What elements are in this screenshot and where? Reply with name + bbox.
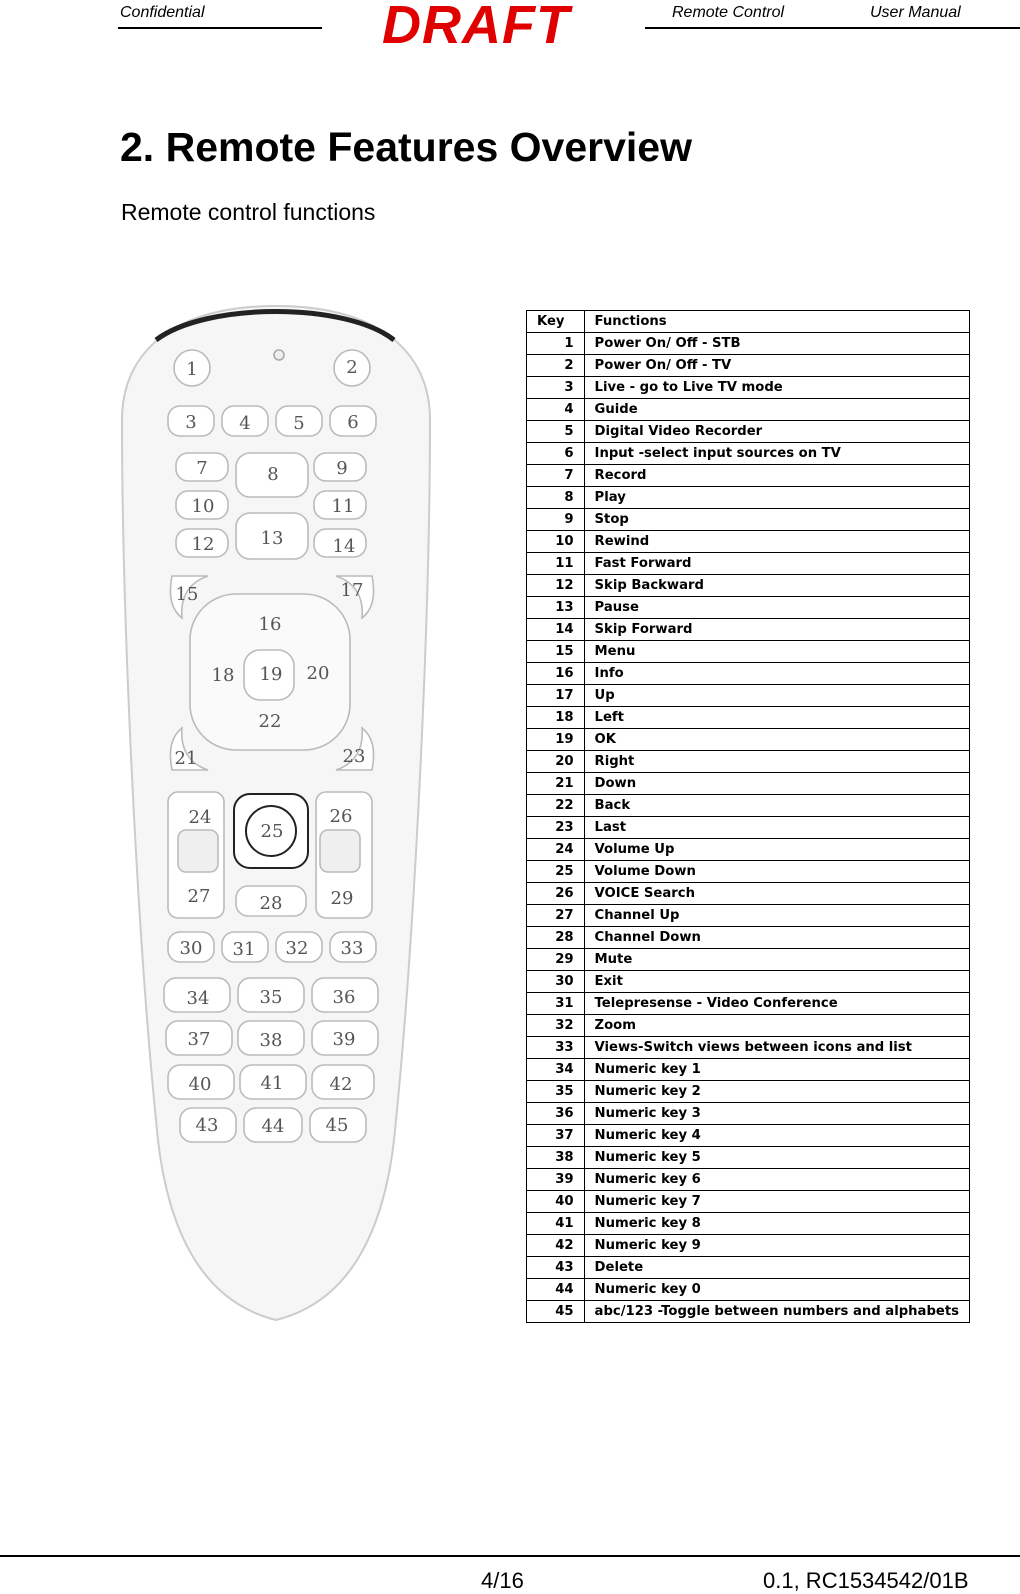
table-row bbox=[527, 443, 970, 465]
label-38: 38 bbox=[259, 1030, 283, 1051]
label-18: 18 bbox=[211, 665, 235, 686]
table-row bbox=[527, 465, 970, 487]
key-number-cell: 31 bbox=[527, 993, 585, 1015]
footer-rule bbox=[0, 1555, 1020, 1557]
function-cell: Delete bbox=[584, 1257, 969, 1279]
function-cell: Play bbox=[584, 487, 969, 509]
key-number-cell: 16 bbox=[527, 663, 585, 685]
function-cell: Info bbox=[584, 663, 969, 685]
function-cell: Pause bbox=[584, 597, 969, 619]
table-row bbox=[527, 1279, 970, 1301]
table-row bbox=[527, 421, 970, 443]
table-header-row bbox=[527, 311, 970, 333]
key-number-cell: 26 bbox=[527, 883, 585, 905]
key-number-cell: 29 bbox=[527, 949, 585, 971]
key-number-cell: 12 bbox=[527, 575, 585, 597]
function-cell: Power On/ Off - STB bbox=[584, 333, 969, 355]
function-cell: Channel Down bbox=[584, 927, 969, 949]
key-number-cell: 18 bbox=[527, 707, 585, 729]
key-number-cell: 24 bbox=[527, 839, 585, 861]
function-cell: Volume Down bbox=[584, 861, 969, 883]
table-row bbox=[527, 333, 970, 355]
function-cell: Exit bbox=[584, 971, 969, 993]
key-number-cell: 14 bbox=[527, 619, 585, 641]
key-number-cell: 30 bbox=[527, 971, 585, 993]
label-20: 20 bbox=[306, 663, 330, 684]
function-cell: Live - go to Live TV mode bbox=[584, 377, 969, 399]
table-row bbox=[527, 1169, 970, 1191]
key-number-cell: 17 bbox=[527, 685, 585, 707]
function-cell: Stop bbox=[584, 509, 969, 531]
label-14: 14 bbox=[332, 536, 356, 557]
table-row bbox=[527, 883, 970, 905]
column-header-key: Key bbox=[527, 311, 585, 333]
table-row bbox=[527, 839, 970, 861]
key-functions-table bbox=[526, 310, 970, 1323]
function-cell: Fast Forward bbox=[584, 553, 969, 575]
key-number-cell: 40 bbox=[527, 1191, 585, 1213]
label-42: 42 bbox=[329, 1074, 353, 1095]
table-row bbox=[527, 663, 970, 685]
function-cell: Numeric key 2 bbox=[584, 1081, 969, 1103]
function-cell: Skip Forward bbox=[584, 619, 969, 641]
key-number-cell: 39 bbox=[527, 1169, 585, 1191]
table-row bbox=[527, 377, 970, 399]
table-row bbox=[527, 553, 970, 575]
function-cell: Back bbox=[584, 795, 969, 817]
label-1: 1 bbox=[186, 359, 198, 380]
function-cell: Numeric key 1 bbox=[584, 1059, 969, 1081]
label-32: 32 bbox=[285, 938, 309, 959]
key-number-cell: 23 bbox=[527, 817, 585, 839]
header-confidential: Confidential bbox=[120, 4, 205, 21]
label-22: 22 bbox=[258, 711, 282, 732]
label-45: 45 bbox=[325, 1115, 349, 1136]
table-row bbox=[527, 575, 970, 597]
table-row bbox=[527, 1301, 970, 1323]
label-9: 9 bbox=[336, 458, 348, 479]
label-12: 12 bbox=[191, 534, 215, 555]
label-27: 27 bbox=[187, 886, 211, 907]
key-number-cell: 3 bbox=[527, 377, 585, 399]
function-cell: Views-Switch views between icons and list bbox=[584, 1037, 969, 1059]
key-number-cell: 9 bbox=[527, 509, 585, 531]
table-row bbox=[527, 729, 970, 751]
table-row bbox=[527, 619, 970, 641]
function-cell: Skip Backward bbox=[584, 575, 969, 597]
label-21: 21 bbox=[174, 748, 198, 769]
section-subtitle: Remote control functions bbox=[121, 199, 376, 225]
label-41: 41 bbox=[260, 1073, 284, 1094]
key-number-cell: 10 bbox=[527, 531, 585, 553]
function-cell: Volume Up bbox=[584, 839, 969, 861]
function-cell: Numeric key 6 bbox=[584, 1169, 969, 1191]
key-number-cell: 41 bbox=[527, 1213, 585, 1235]
table-row bbox=[527, 795, 970, 817]
function-cell: Power On/ Off - TV bbox=[584, 355, 969, 377]
table-row bbox=[527, 685, 970, 707]
table-row bbox=[527, 949, 970, 971]
key-number-cell: 22 bbox=[527, 795, 585, 817]
table-row bbox=[527, 927, 970, 949]
key-number-cell: 32 bbox=[527, 1015, 585, 1037]
label-5: 5 bbox=[293, 413, 305, 434]
table-row bbox=[527, 861, 970, 883]
key-number-cell: 7 bbox=[527, 465, 585, 487]
label-3: 3 bbox=[185, 412, 197, 433]
label-36: 36 bbox=[332, 987, 356, 1008]
key-number-cell: 42 bbox=[527, 1235, 585, 1257]
page-number: 4/16 bbox=[481, 1568, 524, 1593]
label-2: 2 bbox=[346, 357, 358, 378]
function-cell: Numeric key 9 bbox=[584, 1235, 969, 1257]
label-16: 16 bbox=[258, 614, 282, 635]
label-11: 11 bbox=[331, 496, 355, 517]
table-row bbox=[527, 1191, 970, 1213]
label-34: 34 bbox=[186, 988, 210, 1009]
table-row bbox=[527, 641, 970, 663]
label-15: 15 bbox=[175, 584, 199, 605]
table-row bbox=[527, 1037, 970, 1059]
function-cell: Rewind bbox=[584, 531, 969, 553]
function-cell: Record bbox=[584, 465, 969, 487]
label-29: 29 bbox=[330, 888, 354, 909]
table-row bbox=[527, 597, 970, 619]
label-40: 40 bbox=[188, 1074, 212, 1095]
function-cell: Left bbox=[584, 707, 969, 729]
table-row bbox=[527, 487, 970, 509]
label-10: 10 bbox=[191, 496, 215, 517]
key-number-cell: 34 bbox=[527, 1059, 585, 1081]
key-number-cell: 45 bbox=[527, 1301, 585, 1323]
label-39: 39 bbox=[332, 1029, 356, 1050]
key-number-cell: 2 bbox=[527, 355, 585, 377]
header-doc-type: User Manual bbox=[870, 4, 961, 21]
function-cell: Numeric key 5 bbox=[584, 1147, 969, 1169]
table-row bbox=[527, 1103, 970, 1125]
function-cell: abc/123 -Toggle between numbers and alphabets bbox=[584, 1301, 969, 1323]
table-row bbox=[527, 817, 970, 839]
header-rule-left bbox=[118, 27, 322, 29]
function-cell: Up bbox=[584, 685, 969, 707]
label-24: 24 bbox=[188, 807, 212, 828]
key-number-cell: 25 bbox=[527, 861, 585, 883]
function-cell: Telepresense - Video Conference bbox=[584, 993, 969, 1015]
key-number-cell: 36 bbox=[527, 1103, 585, 1125]
table-row bbox=[527, 509, 970, 531]
ir-led bbox=[274, 350, 284, 360]
key-number-cell: 15 bbox=[527, 641, 585, 663]
key-number-cell: 5 bbox=[527, 421, 585, 443]
key-number-cell: 35 bbox=[527, 1081, 585, 1103]
key-number-cell: 43 bbox=[527, 1257, 585, 1279]
function-cell: Channel Up bbox=[584, 905, 969, 927]
key-number-cell: 33 bbox=[527, 1037, 585, 1059]
function-cell: Digital Video Recorder bbox=[584, 421, 969, 443]
table-row bbox=[527, 1147, 970, 1169]
table-row bbox=[527, 971, 970, 993]
remote-illustration bbox=[116, 300, 436, 1335]
label-17: 17 bbox=[340, 580, 364, 601]
label-7: 7 bbox=[196, 458, 208, 479]
table-row bbox=[527, 399, 970, 421]
header-product: Remote Control bbox=[672, 4, 785, 21]
key-number-cell: 28 bbox=[527, 927, 585, 949]
function-cell: Numeric key 8 bbox=[584, 1213, 969, 1235]
header-rule-right bbox=[645, 27, 1020, 29]
key-26-29-rocker bbox=[320, 830, 360, 872]
label-8: 8 bbox=[267, 464, 279, 485]
key-number-cell: 6 bbox=[527, 443, 585, 465]
column-header-functions: Functions bbox=[584, 311, 969, 333]
key-number-cell: 27 bbox=[527, 905, 585, 927]
key-number-cell: 8 bbox=[527, 487, 585, 509]
label-4: 4 bbox=[239, 413, 251, 434]
key-number-cell: 4 bbox=[527, 399, 585, 421]
key-number-cell: 38 bbox=[527, 1147, 585, 1169]
table-row bbox=[527, 1015, 970, 1037]
function-cell: Numeric key 0 bbox=[584, 1279, 969, 1301]
key-number-cell: 21 bbox=[527, 773, 585, 795]
table-row bbox=[527, 1125, 970, 1147]
table-row bbox=[527, 355, 970, 377]
label-33: 33 bbox=[340, 938, 364, 959]
function-cell: Down bbox=[584, 773, 969, 795]
label-31: 31 bbox=[232, 939, 256, 960]
function-cell: OK bbox=[584, 729, 969, 751]
key-number-cell: 20 bbox=[527, 751, 585, 773]
label-28: 28 bbox=[259, 893, 283, 914]
table-row bbox=[527, 707, 970, 729]
table-row bbox=[527, 773, 970, 795]
table-row bbox=[527, 1081, 970, 1103]
key-number-cell: 44 bbox=[527, 1279, 585, 1301]
function-cell: Numeric key 3 bbox=[584, 1103, 969, 1125]
function-cell: Input -select input sources on TV bbox=[584, 443, 969, 465]
label-6: 6 bbox=[347, 412, 359, 433]
table-row bbox=[527, 1213, 970, 1235]
function-cell: Zoom bbox=[584, 1015, 969, 1037]
table-row bbox=[527, 905, 970, 927]
draft-watermark: DRAFT bbox=[382, 0, 570, 55]
label-25: 25 bbox=[260, 821, 284, 842]
key-number-cell: 11 bbox=[527, 553, 585, 575]
label-30: 30 bbox=[179, 938, 203, 959]
key-24-27-rocker bbox=[178, 830, 218, 872]
function-cell: Mute bbox=[584, 949, 969, 971]
table-row bbox=[527, 751, 970, 773]
table-row bbox=[527, 1059, 970, 1081]
table-row bbox=[527, 993, 970, 1015]
function-cell: Menu bbox=[584, 641, 969, 663]
table-body bbox=[527, 333, 970, 1323]
function-cell: Numeric key 7 bbox=[584, 1191, 969, 1213]
label-19: 19 bbox=[259, 664, 283, 685]
function-cell: VOICE Search bbox=[584, 883, 969, 905]
label-35: 35 bbox=[259, 987, 283, 1008]
function-cell: Numeric key 4 bbox=[584, 1125, 969, 1147]
table-row bbox=[527, 1235, 970, 1257]
key-number-cell: 37 bbox=[527, 1125, 585, 1147]
table-row bbox=[527, 531, 970, 553]
label-37: 37 bbox=[187, 1029, 211, 1050]
function-cell: Last bbox=[584, 817, 969, 839]
label-26: 26 bbox=[329, 806, 353, 827]
table-row bbox=[527, 1257, 970, 1279]
document-id: 0.1, RC1534542/01B bbox=[763, 1568, 969, 1593]
label-13: 13 bbox=[260, 528, 284, 549]
key-number-cell: 13 bbox=[527, 597, 585, 619]
key-number-cell: 19 bbox=[527, 729, 585, 751]
key-number-cell: 1 bbox=[527, 333, 585, 355]
function-cell: Right bbox=[584, 751, 969, 773]
function-cell: Guide bbox=[584, 399, 969, 421]
page-title: 2. Remote Features Overview bbox=[120, 124, 692, 170]
label-23: 23 bbox=[342, 746, 366, 767]
label-43: 43 bbox=[195, 1115, 219, 1136]
label-44: 44 bbox=[261, 1116, 285, 1137]
